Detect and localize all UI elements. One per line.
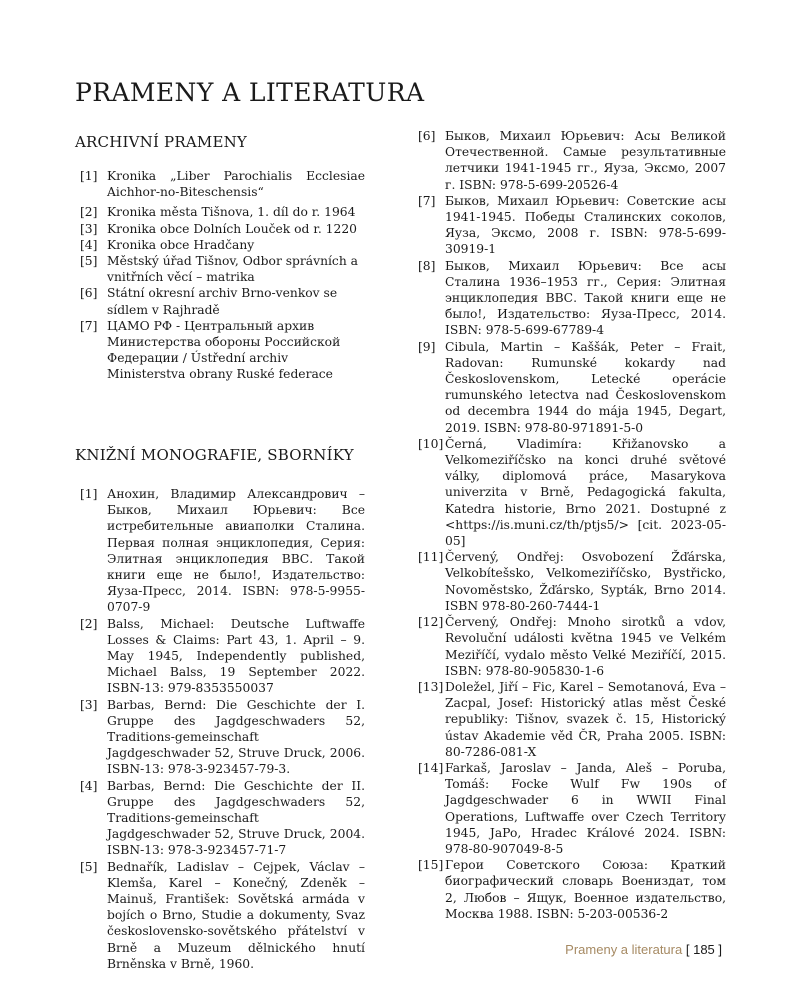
reference-text: Kronika „Liber Parochialis Ecclesiae Aichhor-no-Biteschensis“	[107, 169, 365, 200]
reference-number: [4]	[80, 778, 98, 793]
list-item	[80, 697, 365, 778]
page-footer	[565, 942, 722, 957]
reference-number: [8]	[418, 258, 436, 273]
list-item	[418, 679, 726, 760]
reference-text: Быков, Михаил Юрьевич: Все асы Сталина 1936–1953 гг., Серия: Элитная энциклопедия ВВС. Такой книги еще не было!, Издательство: Яуза-Пресс, 2014. ISBN: 978-5-699-67789-4	[445, 258, 726, 338]
reference-number: [3]	[80, 697, 98, 712]
list-item	[80, 318, 365, 383]
list-item	[80, 204, 365, 220]
list-item	[418, 258, 726, 339]
reference-text: Barbas, Bernd: Die Geschichte der I. Gruppe des Jagdgeschwaders 52, Traditions-gemeinschaft Jagdgeschwader 52, Struve Druck, 2006. ISBN-13: 978-3-923457-79-3.	[107, 697, 365, 777]
reference-number: [6]	[418, 129, 436, 143]
reference-text: Kronika obce Dolních Louček od r. 1220	[107, 221, 357, 236]
list-item	[80, 168, 365, 200]
reference-text: Kronika města Tišnova, 1. díl do r. 1964	[107, 205, 356, 220]
reference-text: Černá, Vladimíra: Křižanovsko a Velkomeziříčsko na konci druhé světové války, diplomová práce, Masarykova univerzita v Brně, Pedagogická fakulta, Katedra historie, Brno 2021. Dostupné z <https://is.muni.cz/th/ptjs5/> [cit. 2023-05-05]	[445, 436, 726, 549]
list-item	[418, 614, 726, 679]
list-item	[80, 253, 365, 285]
list-item	[418, 339, 726, 436]
list-item	[80, 778, 365, 859]
archival-sources-heading: ARCHIVNÍ PRAMENY	[75, 133, 248, 151]
reference-number: [11]	[418, 550, 444, 565]
reference-text: Doležel, Jiří – Fic, Karel – Semotanová, Eva – Zacpal, Josef: Historický atlas měst České republiky: Tišnov, svazek č. 15, Historický ústav Akademie věd ČR, Praha 2005. ISBN: 80-7286-081-X	[445, 679, 726, 759]
reference-number: [7]	[80, 318, 98, 333]
book-monographs-list-left	[80, 486, 365, 972]
reference-number: [4]	[80, 237, 98, 252]
reference-number: [3]	[80, 221, 98, 236]
reference-number: [12]	[418, 615, 444, 630]
reference-number: [13]	[418, 679, 444, 694]
reference-number: [5]	[80, 859, 98, 874]
list-item	[418, 857, 726, 922]
list-item	[418, 193, 726, 258]
list-item	[418, 128, 726, 193]
reference-text: Červený, Ondřej: Mnoho sirotků a vdov, Revoluční události května 1945 ve Velkém Meziříčí, vydalo město Velké Meziříčí, 2015. ISBN: 978-80-905830-1-6	[445, 615, 726, 678]
reference-text: Герои Советского Союза: Краткий биографический словарь Воениздат, том 2, Любов – Ящук, Военное издательство, Москва 1988. ISBN: 5-203-00536-2	[445, 858, 726, 921]
reference-text: ЦАМО РФ - Центральный архив Министерства обороны Российской Федерации / Ústřední archiv Ministerstva obrany Ruské federace	[107, 318, 341, 382]
list-item	[80, 859, 365, 972]
reference-text: Быков, Михаил Юрьевич: Советские асы 1941-1945. Победы Сталинских соколов, Яуза, Эксмо, 2008 г. ISBN: 978-5-699-30919-1	[445, 193, 726, 257]
reference-number: [9]	[418, 339, 436, 354]
page-number: [ 185 ]	[685, 942, 722, 957]
reference-text: Анохин, Владимир Александрович – Быков, Михаил Юрьевич: Все истребительные авиаполки Сталина. Первая полная энциклопедия, Серия: Элитная энциклопедия ВВС. Такой книги еще не было!, Издательство: Яуза-Пресс, 2014. ISBN: 978-5-9955-0707-9	[107, 487, 365, 615]
book-monographs-heading: KNIŽNÍ MONOGRAFIE, SBORNÍKY	[75, 446, 354, 464]
reference-text: Kronika obce Hradčany	[107, 237, 255, 252]
reference-number: [2]	[80, 616, 98, 631]
reference-number: [1]	[80, 487, 98, 501]
reference-number: [1]	[80, 169, 98, 183]
reference-text: Cibula, Martin – Kaššák, Peter – Frait, Radovan: Rumunské kokardy nad Československom, Letecké operácie rumunského letectva nad Československom od decembra 1944 do mája 1945, Degart, 2019. ISBN: 978-80-971891-5-0	[445, 339, 726, 435]
reference-number: [6]	[80, 286, 98, 301]
reference-text: Bednařík, Ladislav – Cejpek, Václav – Klemša, Karel – Konečný, Zdeněk – Mainuš, František: Sovětská armáda v bojích o Brno, Studie a dokumenty, Svaz československo-sovětského přátelství v Brně a Muzeum dělnického hnutí Brněnska v Brně, 1960.	[107, 859, 365, 971]
reference-text: Městský úřad Tišnov, Odbor správních a vnitřních věcí – matrika	[107, 254, 358, 285]
reference-text: Státní okresní archiv Brno-venkov se sídlem v Rajhradě	[107, 286, 338, 317]
reference-number: [10]	[418, 436, 444, 451]
reference-number: [7]	[418, 193, 436, 208]
book-monographs-list-right	[418, 128, 726, 922]
list-item	[80, 616, 365, 697]
list-item	[80, 237, 365, 253]
list-item	[80, 486, 365, 616]
list-item	[418, 436, 726, 549]
archival-sources-list	[80, 168, 365, 383]
reference-number: [5]	[80, 254, 98, 269]
reference-number: [14]	[418, 760, 444, 775]
running-footer-title: Prameny a literatura	[565, 942, 683, 957]
reference-number: [2]	[80, 205, 98, 220]
reference-text: Červený, Ondřej: Osvobození Žďárska, Velkobítešsko, Velkomeziříčsko, Bystřicko, Novoměstsko, Žďársko, Sypták, Brno 2014. ISBN 978-80-260-7444-1	[445, 550, 726, 613]
page-title: PRAMENY A LITERATURA	[75, 78, 425, 107]
reference-text: Balss, Michael: Deutsche Luftwaffe Losses & Claims: Part 43, 1. April – 9. May 1945, Independently published, Michael Balss, 19 September 2022. ISBN-13: 979-8353550037	[107, 616, 365, 696]
list-item	[418, 760, 726, 857]
list-item	[80, 285, 365, 317]
reference-text: Farkaš, Jaroslav – Janda, Aleš – Poruba, Tomáš: Focke Wulf Fw 190s of Jagdgeschwader 6 in WWII Final Operations, Luftwaffe over Czech Territory 1945, JaPo, Hradec Králové 2024. ISBN: 978-80-907049-8-5	[445, 760, 726, 856]
reference-text: Barbas, Bernd: Die Geschichte der II. Gruppe des Jagdgeschwaders 52, Traditions-gemeinschaft Jagdgeschwader 52, Struve Druck, 2004. ISBN-13: 978-3-923457-71-7	[107, 778, 365, 858]
reference-number: [15]	[418, 858, 444, 873]
reference-text: Быков, Михаил Юрьевич: Асы Великой Отечественной. Самые результативные летчики 1941-1945 гг., Яуза, Эксмо, 2007 г. ISBN: 978-5-699-20526-4	[445, 129, 726, 192]
list-item	[80, 221, 365, 237]
list-item	[418, 549, 726, 614]
